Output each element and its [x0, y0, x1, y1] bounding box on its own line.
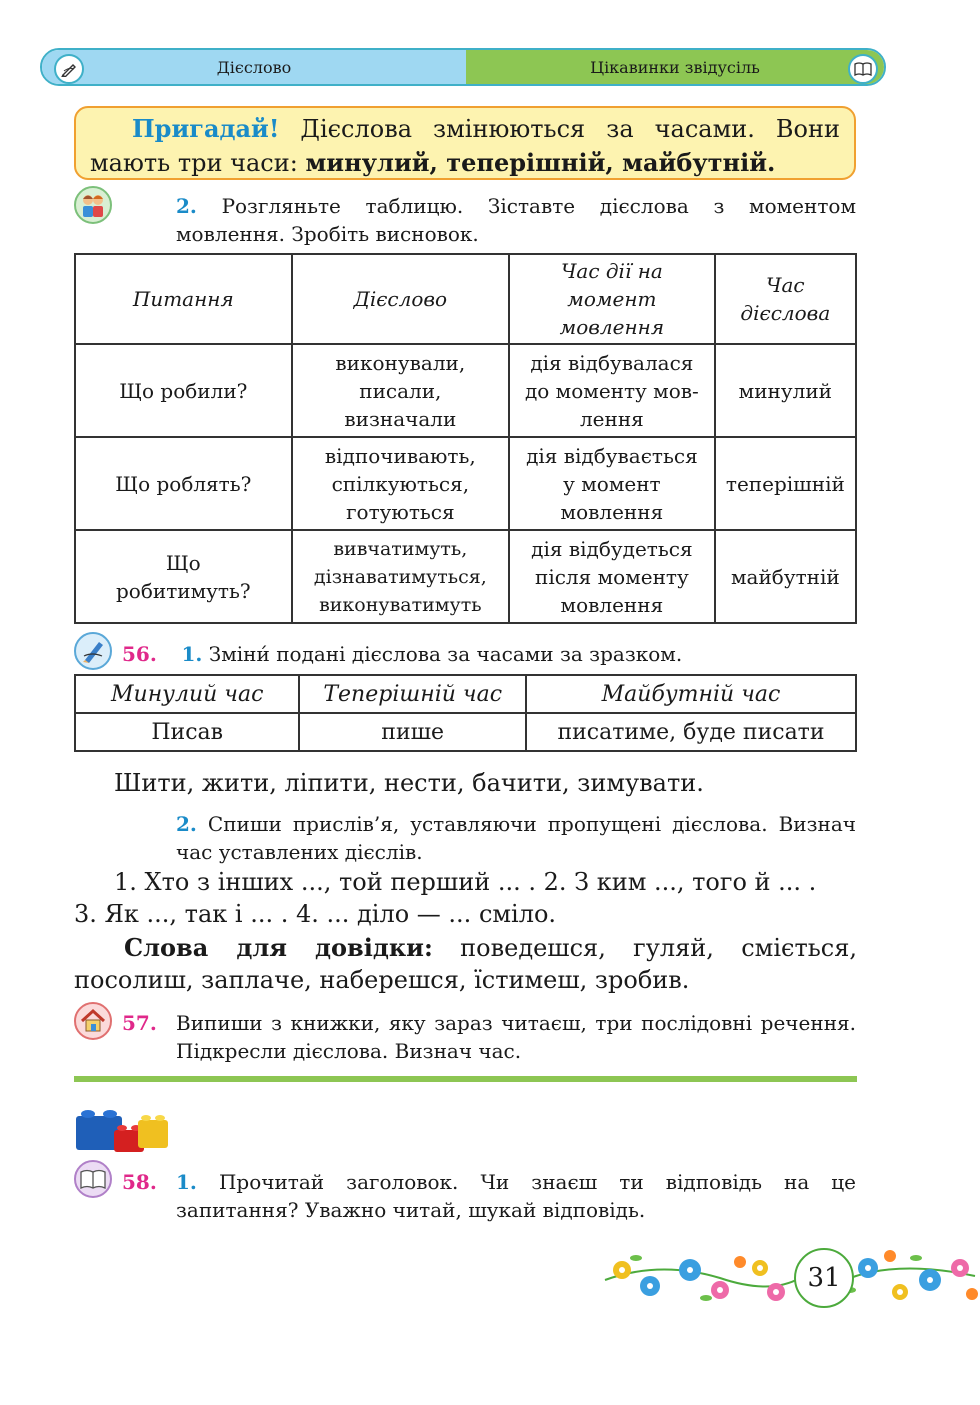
table-cell: дія відбувається у момент мовлення: [509, 437, 715, 530]
table-header-cell: Час дієслова: [715, 254, 856, 344]
exercise-56-header: [122, 640, 862, 668]
pair-work-icon: [74, 186, 112, 224]
page-number: 31: [794, 1248, 854, 1308]
table-header-row: [75, 675, 856, 713]
writing-icon: [74, 632, 112, 670]
table-cell: теперішній: [715, 437, 856, 530]
table-header-cell: Час дії на момент мовлення: [509, 254, 715, 344]
header-left-title: Дієслово: [216, 57, 292, 77]
lego-bricks-icon: [74, 1104, 170, 1156]
book-icon: [848, 54, 878, 84]
table-cell: виконували, писали, визначали: [292, 344, 509, 437]
remember-box: [74, 106, 856, 180]
task-2-number: 2.: [176, 194, 197, 218]
table-cell: Писав: [75, 713, 299, 751]
section-divider: [74, 1076, 857, 1082]
table-row: [75, 530, 856, 623]
table-header-cell: Дієслово: [292, 254, 509, 344]
exercise-58-sub-text: Прочитай заголовок. Чи знаєш ти відповідь на це запитання? Уважно читай, шукай відповідь.: [176, 1170, 856, 1222]
table-header-row: [75, 254, 856, 344]
table-cell: Що робили?: [75, 344, 292, 437]
exercise-56-sub2-number: 2.: [176, 812, 197, 836]
table-header-cell: Майбутній час: [526, 675, 856, 713]
reading-book-icon: [74, 1160, 112, 1198]
table-row: [75, 344, 856, 437]
table-row: [75, 713, 856, 751]
exercise-58-sub-number: 1.: [176, 1170, 197, 1194]
exercise-57-text: Випиши з книжки, яку зараз читаєш, три послідовні речення. Підкресли дієслова. Визнач час.: [176, 1011, 856, 1063]
table-cell: вивчатимуть, дізнаватимуться, виконуватимуть: [292, 530, 509, 623]
verb-tense-table: [74, 253, 857, 624]
exercise-56-sub2-text: Спиши прислів’я, уставляючи пропущені дієслова. Визнач час уставлених дієслів.: [176, 812, 857, 864]
table-cell: Що робитимуть?: [75, 530, 292, 623]
remember-text: Дієслова змінюються за часами. Вони мають три часи:: [90, 115, 840, 177]
exercise-58-text: [176, 1168, 856, 1224]
exercise-57-number: 57.: [122, 1011, 157, 1035]
exercise-56-sub2: [176, 810, 856, 866]
table-cell: минулий: [715, 344, 856, 437]
exercise-56-sub1-text: Зміни́ подані дієслова за часами за зразком.: [208, 642, 683, 666]
table-cell: Що роблять?: [75, 437, 292, 530]
header-right-title: Цікавинки звідусіль: [590, 57, 760, 77]
proverbs-line-2: 3. Як ..., так і ... . 4. ... діло — ... сміло.: [74, 900, 557, 928]
exercise-56-words: Шити, жити, ліпити, нести, бачити, зимувати.: [114, 769, 704, 797]
page-header: [40, 48, 886, 86]
task-2-text: Розгляньте таблицю. Зіставте дієслова з моментом мовлення. Зробіть висновок.: [176, 194, 857, 246]
table-cell: майбутній: [715, 530, 856, 623]
header-section-left: [42, 50, 466, 84]
exercise-56-sub1-number: 1.: [181, 642, 203, 666]
pen-icon: [54, 54, 84, 84]
home-icon: [74, 1002, 112, 1040]
help-words-label: Слова для довідки:: [124, 933, 433, 962]
table-header-cell: Минулий час: [75, 675, 299, 713]
table-row: [75, 437, 856, 530]
table-cell: пише: [299, 713, 526, 751]
exercise-56-number: 56.: [122, 642, 157, 666]
help-words-text: поведешся, гуляй, сміється, посолиш, заплаче, наберешся, їстимеш, зробив.: [74, 934, 857, 994]
remember-end: .: [767, 148, 776, 177]
flower-garland-decoration: [600, 1240, 980, 1310]
table-cell: відпочивають, спілкуються, готуються: [292, 437, 509, 530]
tense-example-table: [74, 674, 857, 752]
remember-lead: Пригадай!: [132, 114, 280, 143]
table-header-cell: Питання: [75, 254, 292, 344]
table-cell: писатиме, буде писати: [526, 713, 856, 751]
table-header-cell: Теперішній час: [299, 675, 526, 713]
help-words: [74, 932, 857, 996]
table-cell: дія відбудеться після моменту мовлення: [509, 530, 715, 623]
remember-tenses: минулий, теперішній, майбутній: [305, 148, 768, 177]
header-section-right: [466, 50, 884, 84]
task-2: [176, 192, 856, 248]
exercise-58-number: 58.: [122, 1170, 157, 1194]
table-cell: дія відбувалася до моменту мов-лення: [509, 344, 715, 437]
proverbs-line-1: 1. Хто з інших ..., той перший ... . 2. З ким ..., того й ... .: [114, 868, 817, 896]
